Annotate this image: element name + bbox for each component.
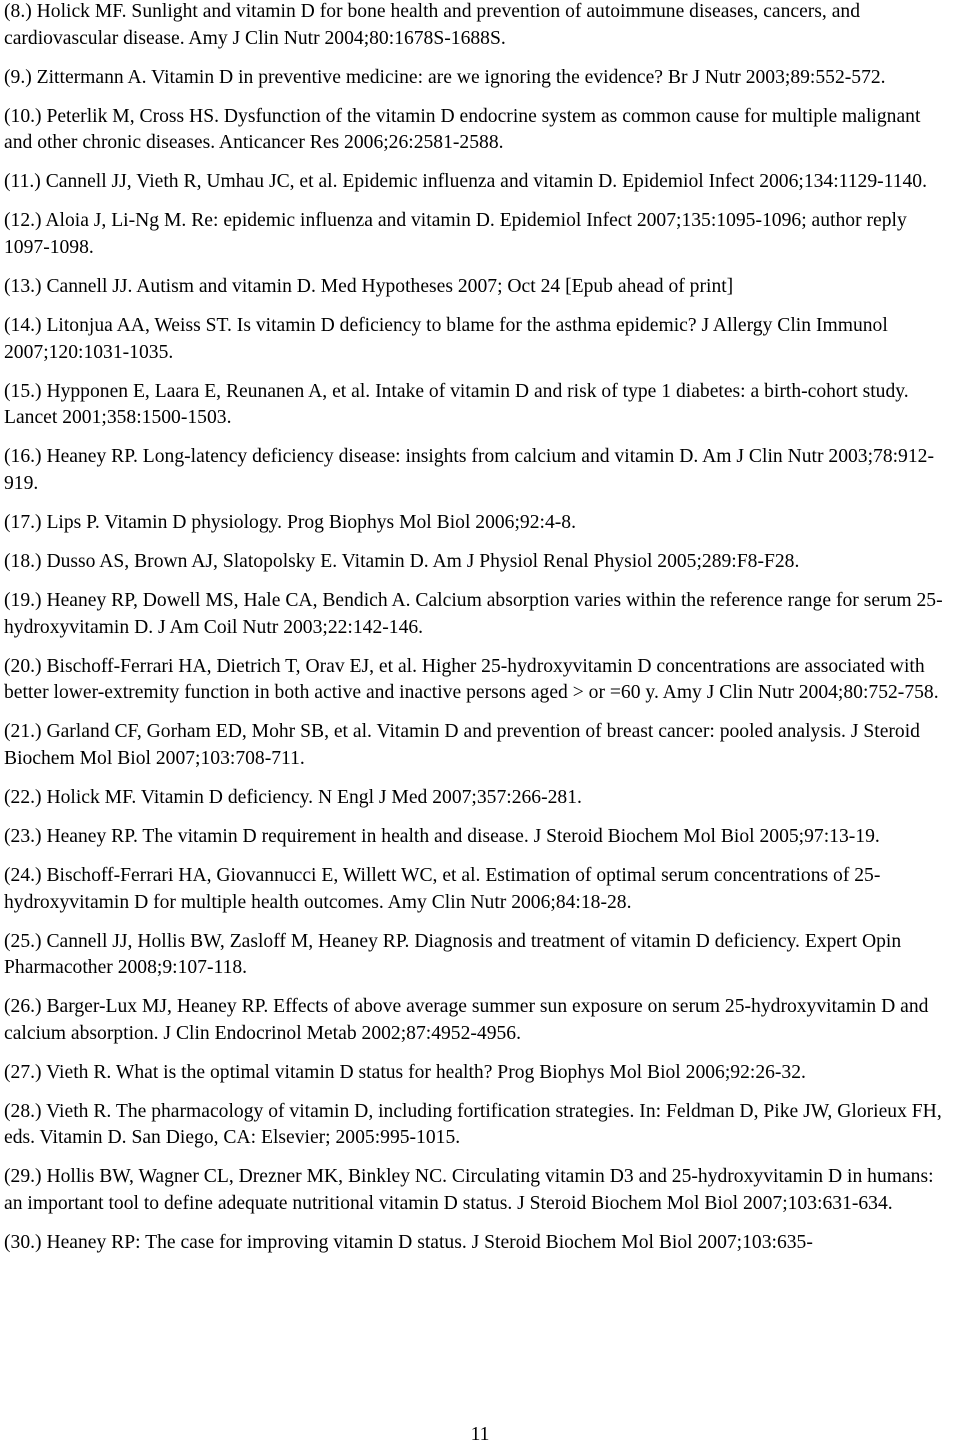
reference-item-12: (12.) Aloia J, Li-Ng M. Re: epidemic influenza and vitamin D. Epidemiol Infect 2007;135:1095-1096; author reply 1097-1098. <box>4 210 907 258</box>
reference-item-22: (22.) Holick MF. Vitamin D deficiency. N Engl J Med 2007;357:266-281. <box>4 786 582 808</box>
reference-item-27: (27.) Vieth R. What is the optimal vitamin D status for health? Prog Biophys Mol Biol 2006;92:26-32. <box>4 1061 806 1083</box>
reference-item-30: (30.) Heaney RP: The case for improving vitamin D status. J Steroid Biochem Mol Biol 2007;103:635- <box>4 1232 813 1254</box>
reference-list <box>4 0 952 1269</box>
reference-item-17: (17.) Lips P. Vitamin D physiology. Prog Biophys Mol Biol 2006;92:4-8. <box>4 511 576 533</box>
reference-item-16: (16.) Heaney RP. Long-latency deficiency disease: insights from calcium and vitamin D. Am J Clin Nutr 2003;78:912-919. <box>4 446 934 494</box>
reference-item-19: (19.) Heaney RP, Dowell MS, Hale CA, Bendich A. Calcium absorption varies within the reference range for serum 25-hydroxyvitamin D. J Am Coil Nutr 2003;22:142-146. <box>4 590 943 638</box>
reference-item-15: (15.) Hypponen E, Laara E, Reunanen A, et al. Intake of vitamin D and risk of type 1 diabetes: a birth-cohort study. Lancet 2001;358:1500-1503. <box>4 380 909 429</box>
page-number: 11 <box>470 1424 490 1445</box>
reference-item-25: (25.) Cannell JJ, Hollis BW, Zasloff M, Heaney RP. Diagnosis and treatment of vitamin D deficiency. Expert Opin Pharmacother 2008;9:107-118. <box>4 930 902 979</box>
reference-item-11: (11.) Cannell JJ, Vieth R, Umhau JC, et al. Epidemic influenza and vitamin D. Epidemiol Infect 2006;134:1129-1140. <box>4 171 928 193</box>
reference-item-26: (26.) Barger-Lux MJ, Heaney RP. Effects of above average summer sun exposure on serum 25-hydroxyvitamin D and calcium absorption. J Clin Endocrinol Metab 2002;87:4952-4956. <box>4 996 929 1044</box>
reference-item-29: (29.) Hollis BW, Wagner CL, Drezner MK, Binkley NC. Circulating vitamin D3 and 25-hydroxyvitamin D in humans: an important tool to define adequate nutritional vitamin D status. J Steroid Biochem Mol Biol 2007;103:631-634. <box>4 1166 934 1214</box>
reference-item-21: (21.) Garland CF, Gorham ED, Mohr SB, et al. Vitamin D and prevention of breast cancer: pooled analysis. J Steroid Biochem Mol Biol 2007;103:708-711. <box>4 721 920 769</box>
reference-item-13: (13.) Cannell JJ. Autism and vitamin D. Med Hypotheses 2007; Oct 24 [Epub ahead of print] <box>4 275 734 297</box>
reference-item-28: (28.) Vieth R. The pharmacology of vitamin D, including fortification strategies. In: Feldman D, Pike JW, Glorieux FH, eds. Vitamin D. San Diego, CA: Elsevier; 2005:995-1015. <box>4 1100 942 1149</box>
reference-item-20: (20.) Bischoff-Ferrari HA, Dietrich T, Orav EJ, et al. Higher 25-hydroxyvitamin D concentrations are associated with better lower-extremity function in both active and inactive persons aged > or =60 y. Amy J Clin Nutr 2004;80:752-758. <box>4 655 939 704</box>
reference-item-10: (10.) Peterlik M, Cross HS. Dysfunction of the vitamin D endocrine system as common cause for multiple malignant and other chronic diseases. Anticancer Res 2006;26:2581-2588. <box>4 105 921 154</box>
reference-item-9: (9.) Zittermann A. Vitamin D in preventive medicine: are we ignoring the evidence? Br J Nutr 2003;89:552-572. <box>4 66 886 88</box>
reference-item-23: (23.) Heaney RP. The vitamin D requirement in health and disease. J Steroid Biochem Mol Biol 2005;97:13-19. <box>4 825 880 847</box>
reference-item-14: (14.) Litonjua AA, Weiss ST. Is vitamin D deficiency to blame for the asthma epidemic? J Allergy Clin Immunol 2007;120:1031-1035. <box>4 315 888 363</box>
reference-item-8: (8.) Holick MF. Sunlight and vitamin D for bone health and prevention of autoimmune diseases, cancers, and cardiovascular disease. Amy J Clin Nutr 2004;80:1678S-1688S. <box>4 1 861 49</box>
reference-item-24: (24.) Bischoff-Ferrari HA, Giovannucci E, Willett WC, et al. Estimation of optimal serum concentrations of 25-hydroxyvitamin D for multiple health outcomes. Amy Clin Nutr 2006;84:18-28. <box>4 865 881 913</box>
reference-item-18: (18.) Dusso AS, Brown AJ, Slatopolsky E. Vitamin D. Am J Physiol Renal Physiol 2005;289:F8-F28. <box>4 550 800 572</box>
